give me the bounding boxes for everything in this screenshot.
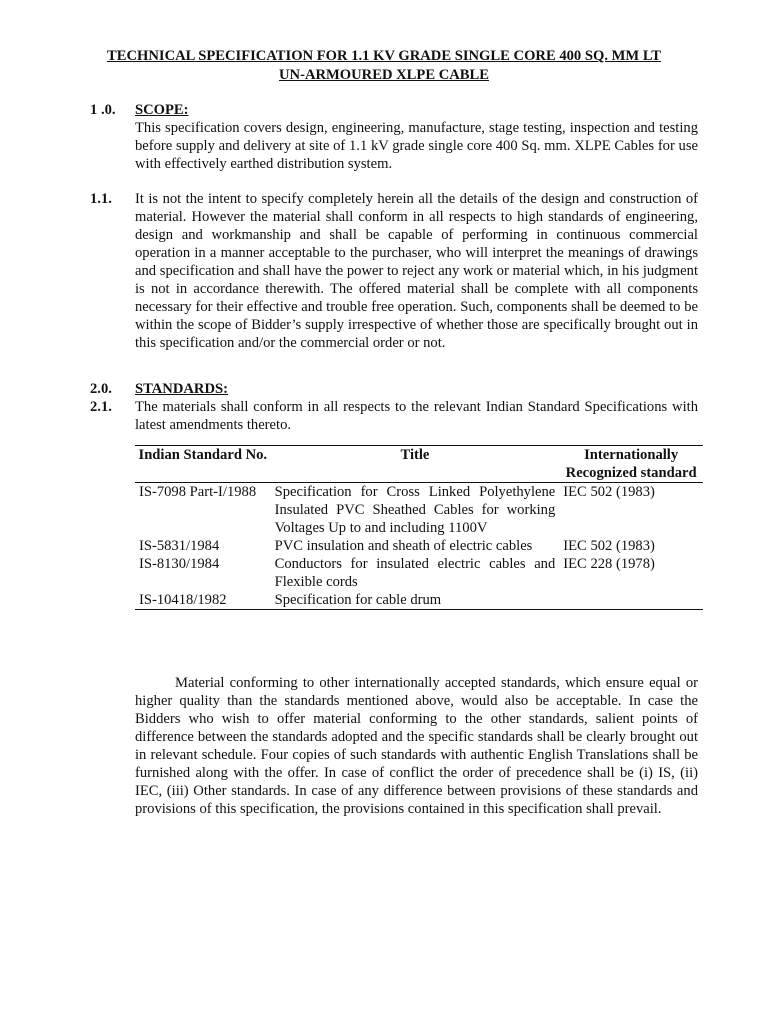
header-indian-standard-no: Indian Standard No. <box>135 446 271 483</box>
table-row <box>135 555 703 591</box>
section-heading-standards: STANDARDS: <box>135 381 228 397</box>
title-line-1: TECHNICAL SPECIFICATION FOR 1.1 KV GRADE SINGLE CORE 400 SQ. MM LT <box>107 48 661 64</box>
cell-intl-standard: IEC 502 (1983) <box>563 484 655 500</box>
cell-intl-standard: IEC 502 (1983) <box>563 538 655 554</box>
document-title <box>80 47 688 85</box>
header-international-standard: Internationally Recognized standard <box>559 446 703 483</box>
cell-intl-standard: IEC 228 (1978) <box>563 556 655 572</box>
section-text-2-1: The materials shall conform in all respects to the relevant Indian Standard Specifications with latest amendments thereto. <box>135 399 698 433</box>
standards-table <box>135 445 703 610</box>
section-number-2-1: 2.1. <box>90 399 112 415</box>
section-text-scope: This specification covers design, engineering, manufacture, stage testing, inspection and testing before supply and delivery at site of 1.1 kV grade single core 400 Sq. mm. XLPE Cables for use with effectively earthed distribution system. <box>135 120 698 172</box>
section-text-1-1: It is not the intent to specify completely herein all the details of the design and construction of material. However the material shall conform in all respects to high standards of engineering, design and workmanship and shall be capable of performing in continuous commercial operation in a manner acceptable to the purchaser, who will interpret the meanings of drawings and specification and shall have the power to reject any work or material which, in his judgment is not in accordance therewith. The offered material shall be complete with all components necessary for their effective and trouble free operation. Such, components shall be deemed to be within the scope of Bidder’s supply irrespective of whether those are specifically brought out in this specification and/or the commercial order or not. <box>135 191 698 351</box>
cell-standard-no: IS-7098 Part-I/1988 <box>139 484 257 500</box>
cell-intl-standard <box>559 591 703 610</box>
section-number-standards: 2.0. <box>90 381 112 397</box>
cell-standard-no: IS-10418/1982 <box>135 591 271 610</box>
cell-title: Conductors for insulated electric cables and Flexible cords <box>274 556 556 590</box>
table-row <box>135 537 703 555</box>
section-number-1-1: 1.1. <box>90 191 112 207</box>
closing-paragraph: Material conforming to other internationally accepted standards, which ensure equal or higher quality than the standards mentioned above, would also be acceptable. In case the Bidders who wish to offer material conforming to the other standards, salient points of difference between the standards adopted and the specific standards shall be clearly brought out in relevant schedule. Four copies of such standards with authentic English Translations shall be furnished along with the offer. In case of conflict the order of precedence shall be (i) IS, (ii) IEC, (iii) Other standards. In case of any difference between provisions of these standards and provisions of this specification, the provisions contained in this specification shall prevail. <box>135 675 698 817</box>
cell-title: Specification for Cross Linked Polyethylene Insulated PVC Sheathed Cables for working Voltages Up to and including 1100V <box>274 484 556 536</box>
cell-title: PVC insulation and sheath of electric cables <box>274 538 533 554</box>
title-line-2: UN-ARMOURED XLPE CABLE <box>279 67 489 83</box>
cell-title: Specification for cable drum <box>271 591 560 610</box>
section-heading-scope: SCOPE: <box>135 102 189 118</box>
section-scope <box>135 101 698 173</box>
section-number-scope: 1 .0. <box>90 102 116 118</box>
section-heading-wrap-standards <box>135 380 698 398</box>
table-row <box>135 591 703 610</box>
cell-standard-no: IS-8130/1984 <box>139 556 220 572</box>
table-header-row <box>135 446 703 483</box>
header-title: Title <box>271 446 560 483</box>
cell-standard-no: IS-5831/1984 <box>139 538 220 554</box>
table-row <box>135 483 703 538</box>
